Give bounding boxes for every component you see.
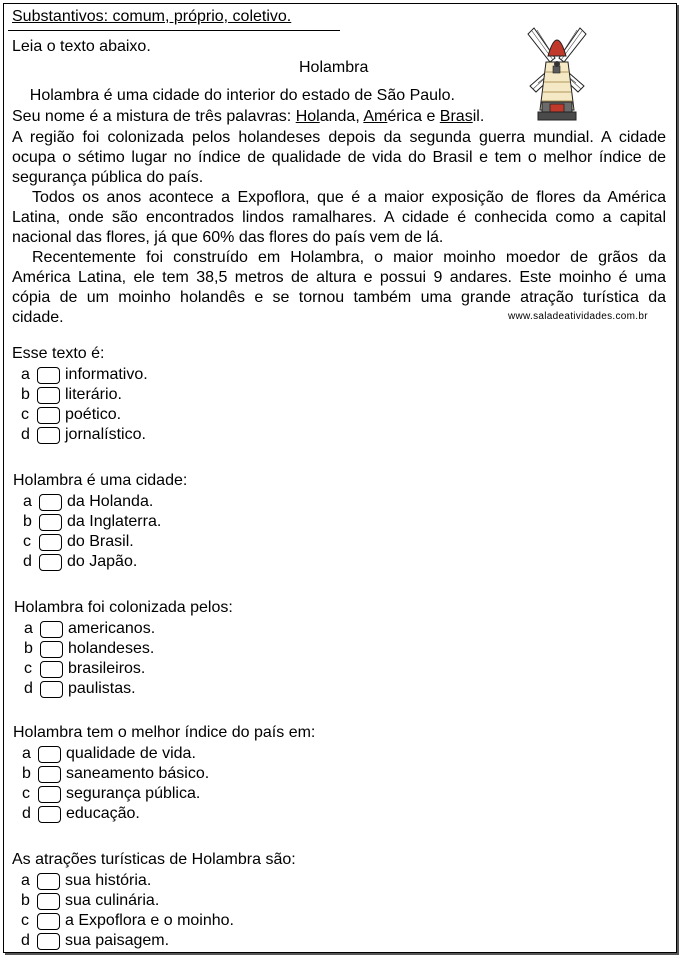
option-text: sua paisagem. (65, 932, 170, 949)
story-line: Latina, onde são encontrados lindos ramalhares. A cidade é conhecida como a capital (12, 209, 666, 226)
answer-checkbox[interactable] (40, 641, 63, 658)
instruction-text: Leia o texto abaixo. (12, 38, 151, 55)
answer-option (23, 493, 153, 513)
answer-option (22, 765, 209, 785)
story-line: Todos os anos acontece a Expoflora, que é a maior exposição de flores da América (32, 189, 666, 206)
question-prompt: Esse texto é: (12, 345, 105, 362)
answer-checkbox[interactable] (37, 933, 60, 950)
option-letter: a (24, 620, 33, 637)
answer-option (24, 680, 136, 700)
answer-checkbox[interactable] (37, 427, 60, 444)
option-letter: c (22, 785, 30, 802)
option-letter: c (24, 660, 32, 677)
answer-checkbox[interactable] (39, 494, 62, 511)
answer-checkbox[interactable] (39, 534, 62, 551)
option-letter: b (22, 765, 31, 782)
option-text: holandeses. (68, 640, 155, 657)
answer-option (21, 892, 159, 912)
answer-checkbox[interactable] (37, 367, 60, 384)
option-letter: b (24, 640, 33, 657)
worksheet-title: Substantivos: comum, próprio, coletivo. (12, 8, 292, 25)
answer-checkbox[interactable] (38, 746, 61, 763)
title-divider (8, 30, 340, 31)
question-prompt: Holambra foi colonizada pelos: (14, 599, 233, 616)
option-text: sua história. (65, 872, 152, 889)
option-letter: a (21, 872, 30, 889)
story-line: segurança pública do país. (12, 169, 204, 186)
question-prompt: Holambra tem o melhor índice do país em: (13, 724, 316, 741)
answer-checkbox[interactable] (37, 873, 60, 890)
option-text: da Holanda. (67, 493, 154, 510)
answer-option (22, 805, 140, 825)
option-text: sua culinária. (65, 892, 160, 909)
answer-option (21, 366, 148, 386)
option-text: informativo. (65, 366, 148, 383)
answer-checkbox[interactable] (37, 387, 60, 404)
option-letter: d (24, 680, 33, 697)
answer-option (22, 745, 196, 765)
story-line: cópia de um moinho holandês e se tornou também uma grande atração turística da (12, 289, 666, 306)
answer-option (21, 932, 169, 952)
option-letter: d (23, 553, 32, 570)
answer-option (21, 426, 146, 446)
option-text: qualidade de vida. (66, 745, 196, 762)
answer-checkbox[interactable] (39, 554, 62, 571)
answer-checkbox[interactable] (37, 893, 60, 910)
option-text: brasileiros. (68, 660, 146, 677)
answer-checkbox[interactable] (37, 407, 60, 424)
story-line: nacional das flores, já que 60% das flores do país vem de lá. (12, 229, 444, 246)
answer-checkbox[interactable] (40, 621, 63, 638)
story-title: Holambra (299, 59, 369, 76)
option-letter: b (23, 513, 32, 530)
answer-checkbox[interactable] (38, 806, 61, 823)
answer-checkbox[interactable] (40, 661, 63, 678)
answer-option (21, 872, 151, 892)
answer-option (24, 660, 145, 680)
answer-checkbox[interactable] (38, 766, 61, 783)
option-text: segurança pública. (66, 785, 201, 802)
option-letter: c (21, 912, 29, 929)
option-text: da Inglaterra. (67, 513, 162, 530)
question-prompt: As atrações turísticas de Holambra são: (12, 851, 296, 868)
site-watermark: www.saladeatividades.com.br (508, 311, 648, 322)
answer-option (21, 386, 122, 406)
option-letter: c (23, 533, 31, 550)
option-text: do Brasil. (67, 533, 134, 550)
answer-option (23, 553, 137, 573)
answer-checkbox[interactable] (39, 514, 62, 531)
option-letter: d (21, 932, 30, 949)
answer-option (22, 785, 200, 805)
option-text: poético. (65, 406, 122, 423)
option-text: paulistas. (68, 680, 136, 697)
story-line: ocupa o sétimo lugar no índice de qualidade de vida do Brasil e tem o melhor índice de (12, 149, 666, 166)
option-text: saneamento básico. (66, 765, 210, 782)
story-line: Seu nome é a mistura de três palavras: Holanda, América e Brasil. (12, 108, 485, 125)
story-line: cidade. (12, 309, 64, 326)
option-text: literário. (65, 386, 122, 403)
worksheet (3, 3, 677, 953)
question-prompt: Holambra é uma cidade: (13, 472, 188, 489)
answer-option (23, 513, 161, 533)
option-letter: d (22, 805, 31, 822)
option-letter: b (21, 892, 30, 909)
answer-option (23, 533, 134, 553)
option-text: a Expoflora e o moinho. (65, 912, 234, 929)
answer-checkbox[interactable] (40, 681, 63, 698)
option-letter: a (21, 366, 30, 383)
answer-option (21, 406, 121, 426)
story-line: América Latina, ele tem 38,5 metros de altura e possui 9 andares. Este moinho é uma (12, 269, 666, 286)
story-line: Holambra é uma cidade do interior do estado de São Paulo. (29, 87, 455, 104)
option-letter: c (21, 406, 29, 423)
option-letter: d (21, 426, 30, 443)
option-letter: b (21, 386, 30, 403)
option-letter: a (22, 745, 31, 762)
answer-option (24, 620, 155, 640)
option-text: americanos. (68, 620, 156, 637)
answer-checkbox[interactable] (38, 786, 61, 803)
story-line: A região foi colonizada pelos holandeses depois da segunda guerra mundial. A cidade (12, 129, 666, 146)
option-text: jornalístico. (65, 426, 146, 443)
answer-option (24, 640, 154, 660)
answer-option (21, 912, 234, 932)
answer-checkbox[interactable] (37, 913, 60, 930)
option-text: educação. (66, 805, 140, 822)
option-letter: a (23, 493, 32, 510)
option-text: do Japão. (67, 553, 138, 570)
story-line: Recentemente foi construído em Holambra, o maior moinho moedor de grãos da (32, 249, 666, 266)
windmill-icon (526, 22, 588, 126)
